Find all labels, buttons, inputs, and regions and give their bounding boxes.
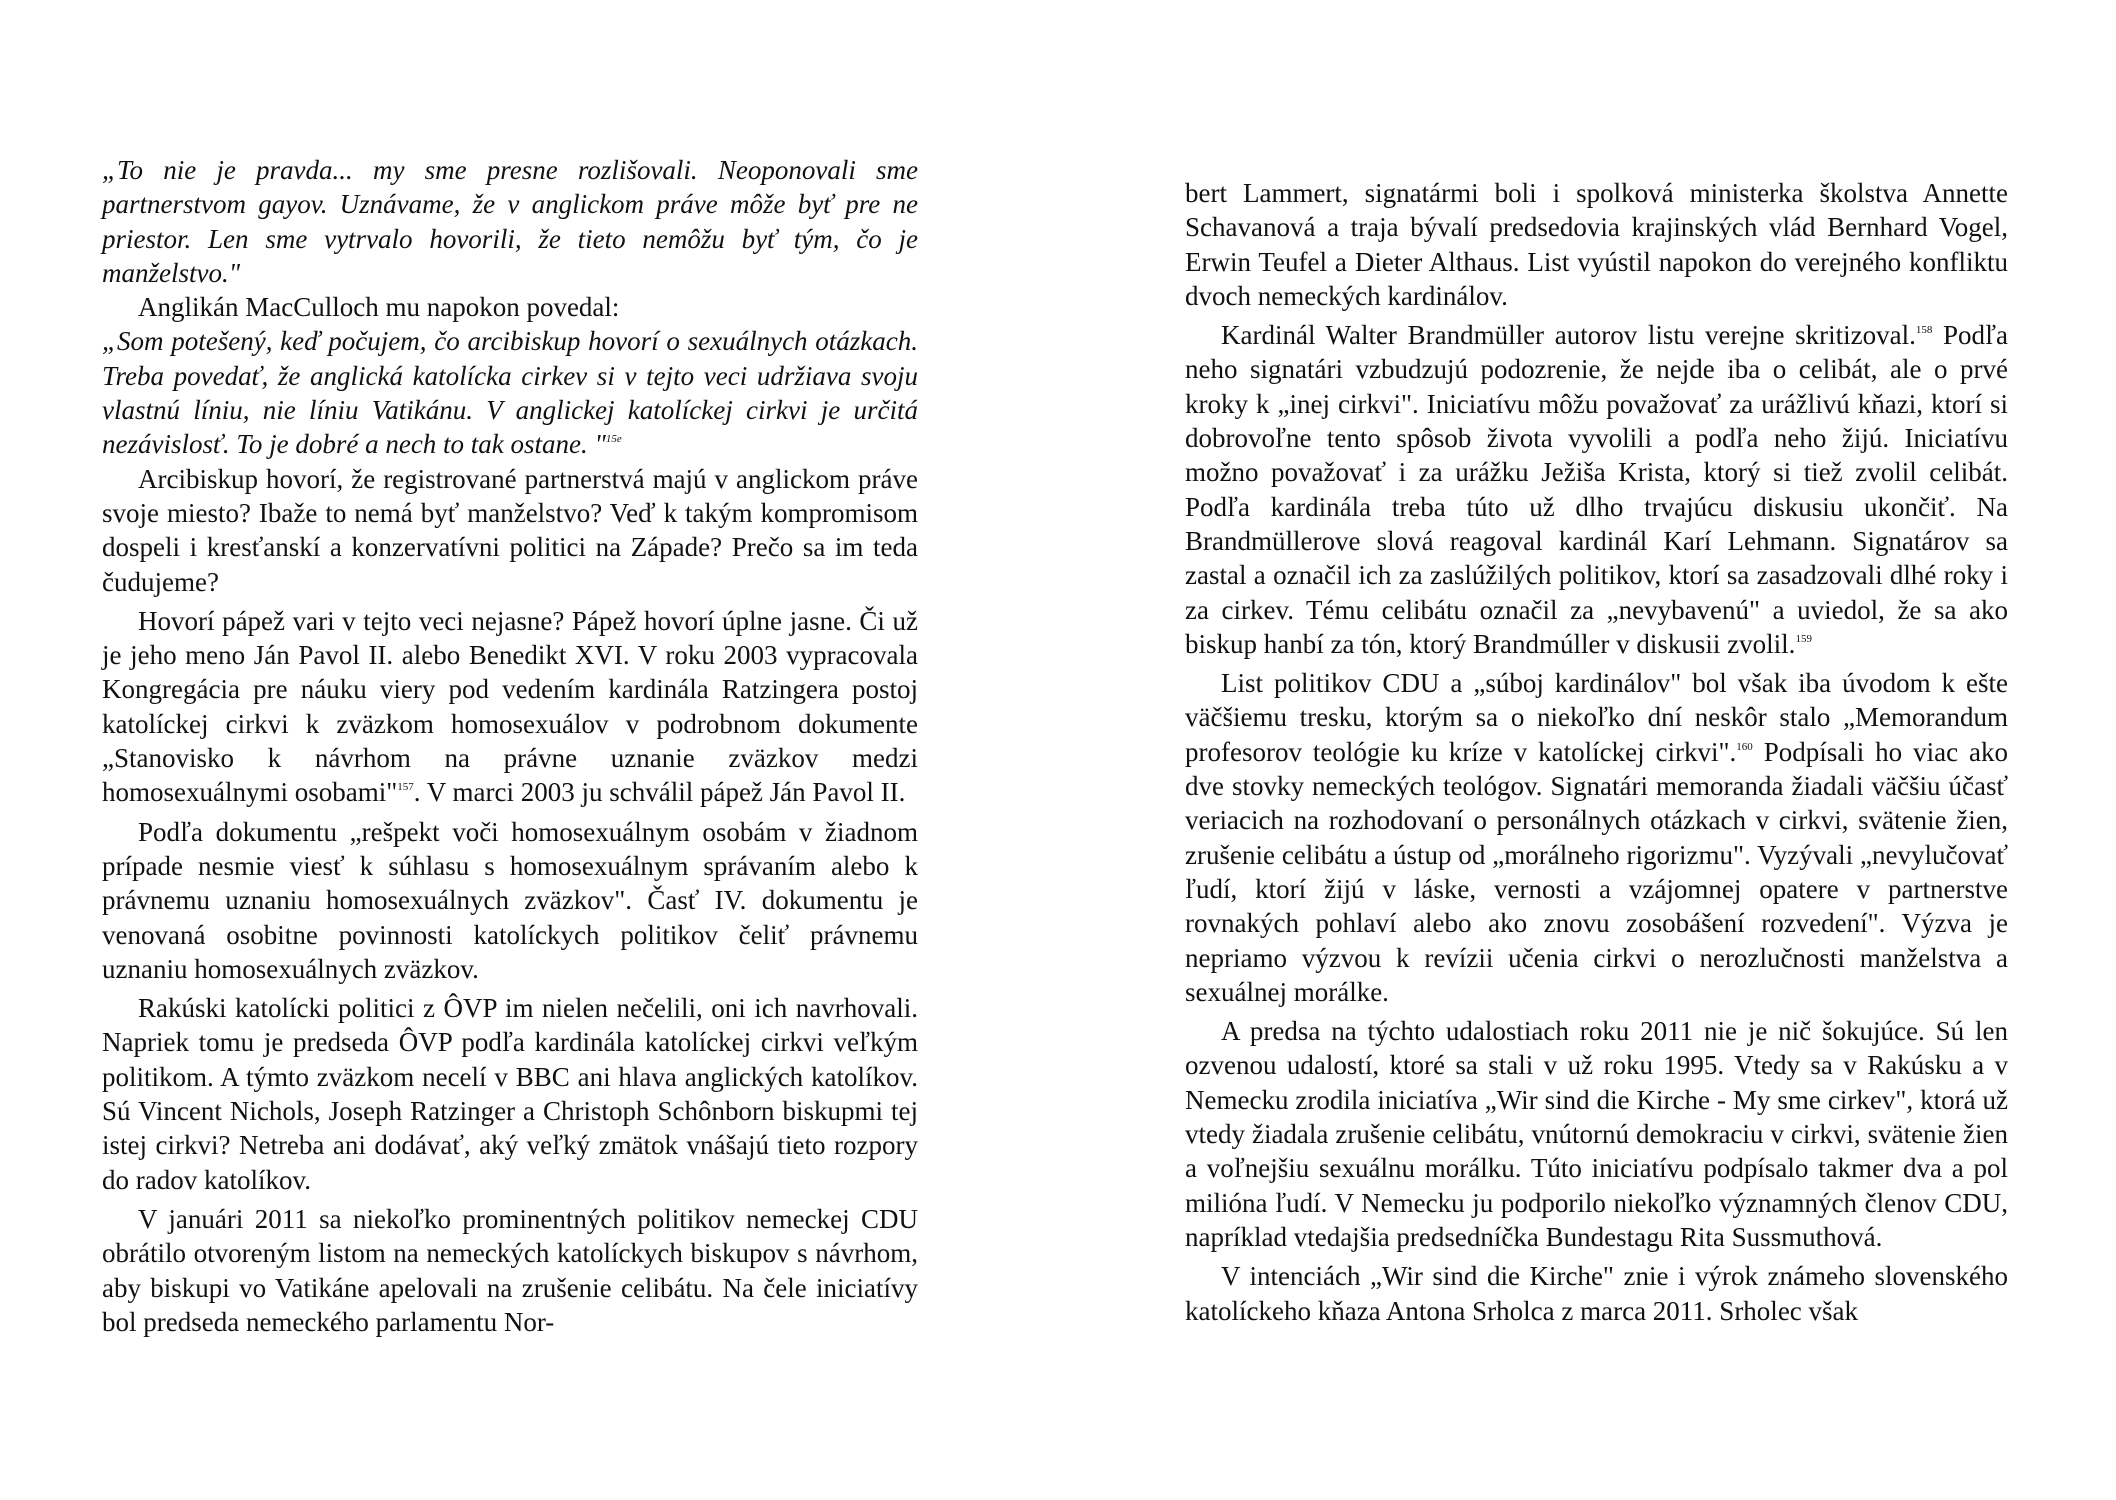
footnote-marker: 160: [1736, 740, 1753, 753]
body-paragraph: V januári 2011 sa niekoľko prominentných politikov nemeckej CDU obrátilo otvoreným listom na nemeckých katolíckych biskupov s návrhom, aby biskupi vo Vatikáne apelovali na zrušenie celibátu. Na čele iniciatívy bol predseda nemeckého parlamentu Nor-: [102, 1203, 918, 1337]
body-paragraph: A predsa na týchto udalostiach roku 2011 nie je nič šokujúce. Sú len ozvenou udalostí, ktoré sa stali v už roku 1995. Vtedy sa v Rakúsku a v Nemecku zrodila iniciatíva „Wir sind die Kirche - My sme cirkev", ktorá už vtedy žiadala zrušenie celibátu, vnútornú demokraciu v cirkvi, svätenie žien a voľnejšiu sexuálnu morálku. Túto iniciatívu podpísalo takmer dva a pol milióna ľudí. V Nemecku ju podporilo niekoľko významných členov CDU, napríklad vtedajšia predsedníčka Bundestagu Rita Sussmuthová.: [1185, 1016, 2008, 1252]
footnote-marker: 159: [1795, 632, 1812, 645]
body-paragraph: Kardinál Walter Brandmüller autorov listu verejne skritizoval.$^{158}$ Podľa neho signatári vzbudzujú podozrenie, že nejde iba o celibát, ale o prvé kroky k „inej cirkvi". Iniciatívu môžu považovať za urážlivú kňazi, ktorí si dobrovoľne tento spôsob života vyvolili a podľa neho žijú. Iniciatívu možno považovať i za urážku Ježiša Krista, ktorý si tiež zvolil celibát. Podľa kardinála treba túto už dlho trvajúcu diskusiu ukončiť. Na Brandmüllerove slová reagoval kardinál Karí Lehmann. Signatárov sa zastal a označil ich za zaslúžilých politikov, ktorí sa zasadzovali dlhé roky i za cirkev. Tému celibátu označil za „nevybavenú" a uviedol, že sa ako biskup hanbí za tón, ktorý Brandmúller v diskusii zvolil.$^{159}$: [1185, 320, 2009, 659]
footnote-marker: 157: [397, 781, 414, 794]
body-paragraph: Podľa dokumentu „rešpekt voči homosexuálnym osobám v žiadnom prípade nesmie viesť k súhlasu s homosexuálnym správaním alebo k právnemu uznaniu homosexuálnych zväzkov". Časť IV. dokumentu je venovaná osobitne povinnosti katolíckych politikov čeliť právnemu uznaniu homosexuálnych zväzkov.: [102, 816, 918, 984]
body-paragraph: Rakúski katolícki politici z ÔVP im nielen nečelili, oni ich navrhovali. Napriek tomu je predseda ÔVP podľa kardinála katolíckej cirkvi veľkým politikom. A týmto zväzkom necelí v BBC ani hlava anglických katolíkov. Sú Vincent Nichols, Joseph Ratzinger a Christoph Schônborn biskupmi tej istej cirkvi? Netreba ani dodávať, aký veľký zmätok vnášajú tieto rozpory do radov katolíkov.: [102, 993, 918, 1195]
right-page: [1058, 0, 2116, 1500]
body-paragraph: Hovorí pápež vari v tejto veci nejasne? Pápež hovorí úplne jasne. Či už je jeho meno Ján Pavol II. alebo Benedikt XVI. V roku 2003 vypracovala Kongregácia pre náuku viery pod vedením kardinála Ratzingera postoj katolíckej cirkvi k zväzkom homosexuálov v podrobnom dokumente „Stanovisko k návrhom na právne uznanie zväzkov medzi homosexuálnymi osobami"$^{157}$. V marci 2003 ju schválil pápež Ján Pavol II.: [102, 605, 918, 808]
footnote-marker: 15e: [605, 433, 622, 446]
body-paragraph: Anglikán MacCulloch mu napokon povedal:: [138, 292, 620, 323]
left-text-column: [102, 153, 918, 1344]
body-paragraph: List politikov CDU a „súboj kardinálov" bol však iba úvodom k ešte väčšiemu tresku, ktorým sa o niekoľko dní neskôr stalo „Memorandum profesorov teológie ku kríze v katolíckej cirkvi".$^{160}$ Podpísali ho viac ako dve stovky nemeckých teológov. Signatári memoranda žiadali väčšiu účasť veriacich na rozhodovaní o personálnych otázkach v cirkvi, svätenie žien, zrušenie celibátu a ústup od „morálneho rigorizmu". Vyzývali „nevylučovať ľudí, ktorí žijú v láske, vernosti a vzájomnej opatere v partnerstve rovnakých pohlaví alebo ako znovu zosobášení rozvedení". Výzva je nepriamo výzvou k revízii učenia cirkvi o nerozlučnosti manželstva a sexuálnej morálke.: [1185, 668, 2008, 1007]
right-text-column: [1185, 176, 2008, 1333]
footnote-marker: 158: [1915, 324, 1933, 337]
quote-paragraph: „To nie je pravda... my sme presne rozlišovali. Neoponovali sme partnerstvom gayov. Uznávame, že v anglickom práve môže byť pre ne priestor. Len sme vytrvalo hovorili, že tieto nemôžu byť tým, čo je manželstvo.": [102, 155, 918, 288]
body-paragraph: Arcibiskup hovorí, že registrované partnerstvá majú v anglickom práve svoje miesto? Ibaže to nemá byť manželstvo? Veď k takým kompromisom dospeli i kresťanskí a konzervatívni politici na Západe? Prečo sa im teda čudujeme?: [102, 463, 918, 597]
quote-paragraph: „Som potešený, keď počujem, čo arcibiskup hovorí o sexuálnych otázkach. Treba povedať, že anglická katolícka cirkev si v tejto veci udržiava svoju vlastnú líniu, nie líniu Vatikánu. V anglickej katolíckej cirkvi je určitá nezávislosť. To je dobré a nech to tak ostane. "$^{15e}$: [102, 326, 918, 460]
body-paragraph: bert Lammert, signatármi boli i spolková ministerka školstva Annette Schavanová a traja bývalí predsedovia krajinských vlád Bernhard Vogel, Erwin Teufel a Dieter Althaus. List vyústil napokon do verejného konfliktu dvoch nemeckých kardinálov.: [1185, 178, 2008, 311]
body-paragraph: V intenciách „Wir sind die Kirche" znie i výrok známeho slovenského katolíckeho kňaza Antona Srholca z marca 2011. Srholec však: [1185, 1261, 2008, 1326]
